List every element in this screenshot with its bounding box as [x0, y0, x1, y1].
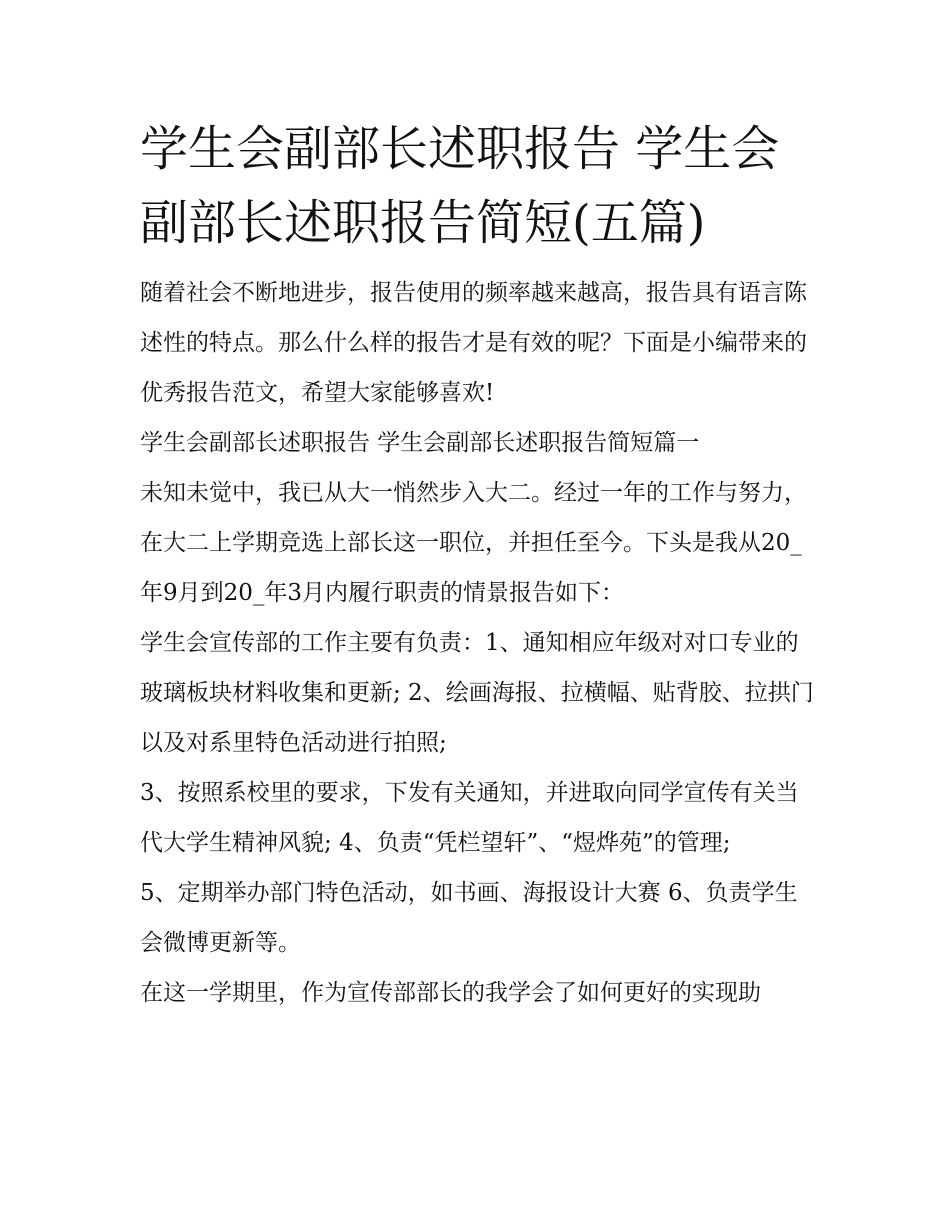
- document-body: [140, 112, 820, 1018]
- section-heading: 学生会副部长述职报告 学生会副部长述职报告简短篇一: [140, 430, 700, 456]
- body-paragraph: 5、定期举办部门特色活动，如书画、海报设计大赛 6、负责学生会微博更新等。: [140, 880, 798, 956]
- body-paragraph: 未知未觉中，我已从大一悄然步入大二。经过一年的工作与努力，在大二上学期竞选上部长这一职位，并担任至今。下头是我从20_年9月到20_年3月内履行职责的情景报告如下：: [140, 480, 807, 606]
- intro-paragraph: 随着社会不断地进步，报告使用的频率越来越高，报告具有语言陈述性的特点。那么什么样的报告才是有效的呢？下面是小编带来的优秀报告范文，希望大家能够喜欢!: [140, 280, 807, 406]
- body-paragraph: 3、按照系校里的要求，下发有关通知，并进取向同学宣传有关当代大学生精神风貌; 4、负责“凭栏望轩”、“煜烨苑”的管理;: [140, 780, 799, 856]
- document-title: 学生会副部长述职报告 学生会副部长述职报告简短(五篇): [140, 121, 780, 251]
- body-paragraph: 在这一学期里，作为宣传部部长的我学会了如何更好的实现助: [140, 980, 761, 1006]
- body-paragraph: 学生会宣传部的工作主要有负责：1、通知相应年级对对口专业的玻璃板块材料收集和更新; 2、绘画海报、拉横幅、贴背胶、拉拱门以及对系里特色活动进行拍照;: [140, 630, 814, 756]
